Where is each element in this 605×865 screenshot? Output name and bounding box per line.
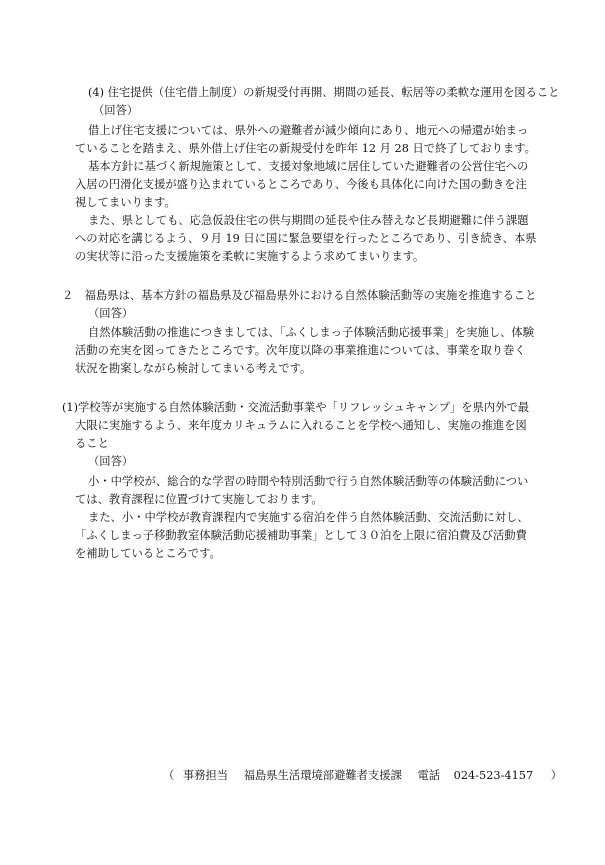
section4-line: また、県としても、応急仮設住宅の供与期間の延長や住み替えなど長期避難に伴う課題 — [88, 214, 529, 227]
footer-department: 福島県生活環境部避難者支援課 — [243, 769, 402, 782]
footer-phone-label: 電話 — [417, 769, 441, 782]
section1-line: を補助しているところです。 — [75, 547, 221, 560]
section4-line: 基本方針に基づく新規施策として、支援対象地域に居住していた避難者の公営住宅への — [88, 160, 529, 173]
section4-answer-label: （回答） — [93, 104, 139, 117]
section4-line: 視してまいります。 — [75, 196, 176, 209]
section1-title-line: 大限に実施するよう、来年度カリキュラムに入れることを学校へ通知し、実施の推進を図 — [75, 419, 527, 432]
section4-line: の実状等に沿った支援施策を柔軟に実施するよう求めてまいります。 — [75, 250, 425, 263]
footer-close-paren: ） — [550, 769, 563, 782]
section2-answer-label: （回答） — [88, 307, 134, 320]
section4-title: (4) 住宅提供（住宅借上制度）の新規受付再開、期間の延長、転居等の柔軟な運用を図ること — [88, 86, 560, 99]
section2-line: 活動の充実を図ってきたところです。次年度以降の事業推進については、事業を取り巻く — [75, 344, 526, 357]
section4-line: 借上げ住宅支援については、県外への避難者が減少傾向にあり、地元への帰還が始まっ — [88, 124, 529, 137]
section1-line: 「ふくしまっ子移動教室体験活動応援補助事業」として３０泊を上限に宿泊費及び活動費 — [75, 529, 527, 542]
section1-title-line: ること — [75, 437, 109, 450]
section1-title-line: (1)学校等が実施する自然体験活動・交流活動事業や「リフレッシュキャンプ」を県内外で最 — [62, 401, 530, 414]
footer-phone: 024-523-4157 — [453, 769, 534, 782]
section4-line: 入居の円滑化支援が盛り込まれているところであり、今後も具体化に向けた国の動きを注 — [75, 178, 527, 191]
footer-contact — [163, 768, 562, 784]
section1-line: ては、教育課程に位置づけて実施しております。 — [75, 493, 323, 506]
footer-open-paren: （ — [163, 769, 175, 782]
section1-line: また、小・中学校が教育課程内で実施する宿泊を伴う自然体験活動、交流活動に対し、 — [88, 511, 529, 524]
section2-line: 自然体験活動の推進につきましては、「ふくしまっ子体験活動応援事業」を実施し、体験 — [88, 326, 535, 339]
footer-label: 事務担当 — [182, 769, 229, 782]
section1-answer-label: （回答） — [88, 455, 134, 468]
section2-title: ２ 福島県は、基本方針の福島県及び福島県外における自然体験活動等の実施を推進すること — [62, 289, 537, 302]
section4-line: への対応を講じるよう、９月 19 日に国に緊急要望を行ったところであり、引き続き、本県 — [75, 232, 537, 245]
section2-line: 状況を勘案しながら検討してまいる考えです。 — [75, 362, 312, 375]
section1-line: 小・中学校が、総合的な学習の時間や特別活動で行う自然体験活動等の体験活動につい — [88, 475, 529, 488]
section4-line: ていることを踏まえ、県外借上げ住宅の新規受付を昨年 12 月 28 日で終了しております。 — [75, 142, 536, 155]
